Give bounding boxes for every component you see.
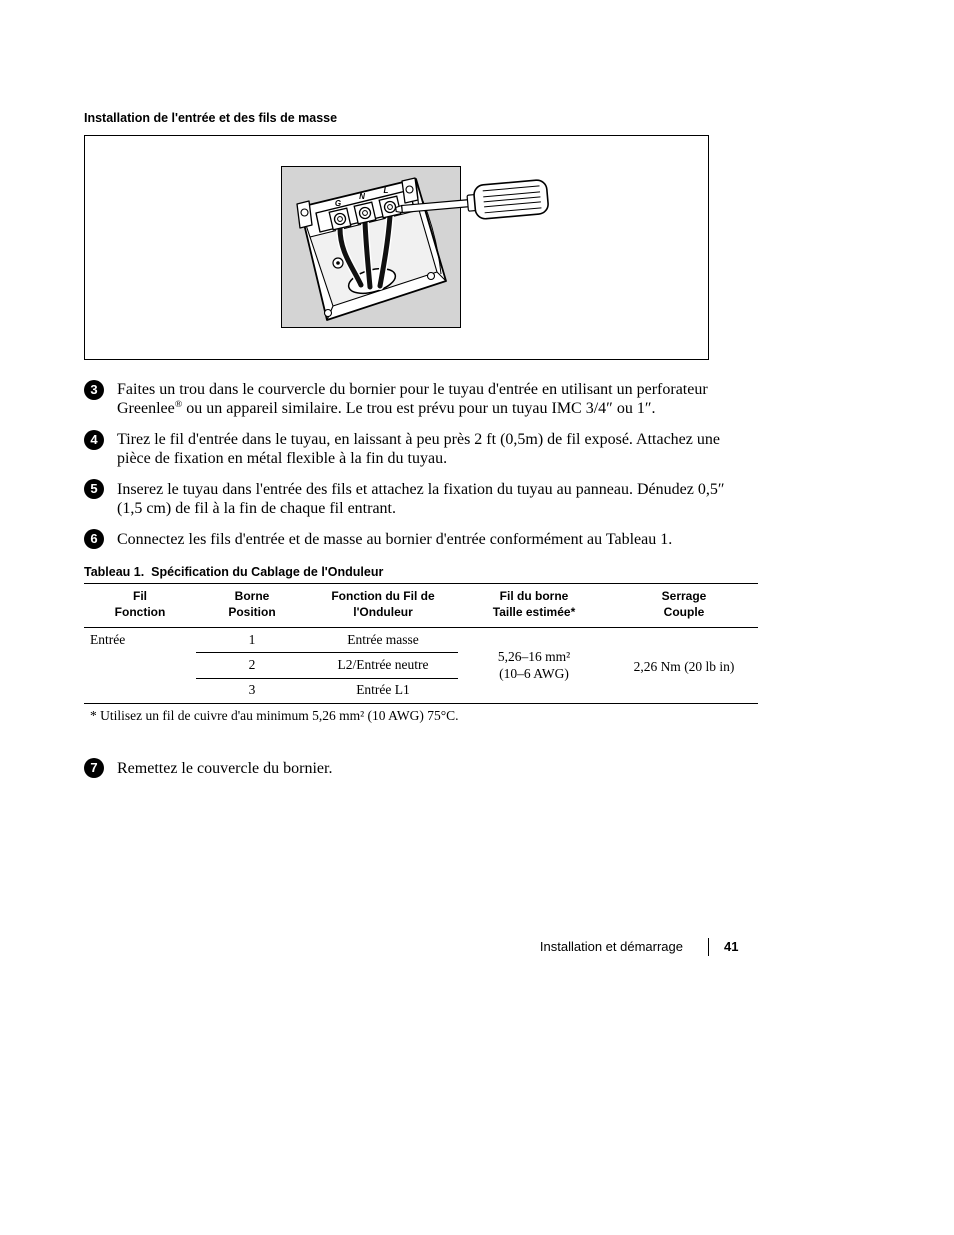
step-7-text xyxy=(117,759,332,778)
step-5-badge: 5 xyxy=(84,479,104,499)
table-header-rule xyxy=(84,627,758,628)
header-line: Position xyxy=(228,605,276,619)
table-header-serrage-couple xyxy=(610,588,758,620)
step-3-brand: Greenlee xyxy=(117,400,175,417)
cell-fonction: Entrée masse xyxy=(347,632,419,647)
table-header-fonction-onduleur xyxy=(308,588,458,620)
header-line: Fil du borne xyxy=(499,589,569,603)
floor-screw-center xyxy=(336,261,340,265)
cell-fil-fonction: Entrée xyxy=(90,632,126,647)
terminal-g xyxy=(329,208,351,230)
step-4-text xyxy=(117,430,720,468)
figure-frame xyxy=(84,135,709,360)
terminal-wiring-illustration xyxy=(85,136,708,359)
step-6-line-1: Connectez les fils d'entrée et de masse au bornier d'entrée conformément au Tableau 1. xyxy=(117,531,673,548)
header-line: Couple xyxy=(663,605,705,619)
table-row-separator xyxy=(196,652,458,653)
table-top-rule xyxy=(84,583,758,584)
figure-caption: Installation de l'entrée et des fils de masse xyxy=(84,111,338,125)
registered-mark: ® xyxy=(174,399,183,411)
step-3-text xyxy=(117,380,708,418)
step-3-line-2-rest: ou un appareil similaire. Le trou est prévu pour un tuyau IMC 3/4″ ou 1″. xyxy=(182,400,656,417)
table-caption: Tableau 1. Spécification du Cablage de l'Onduleur xyxy=(84,565,384,579)
cell-fonction: L2/Entrée neutre xyxy=(337,657,429,672)
table-header-taille xyxy=(458,588,610,620)
cell-position: 2 xyxy=(248,657,256,672)
tab-screw-icon xyxy=(406,186,413,193)
step-6-text xyxy=(117,530,672,549)
taille-metric: 5,26–16 mm² xyxy=(497,649,571,664)
step-4-badge: 4 xyxy=(84,430,104,450)
step-4-line-1: Tirez le fil d'entrée dans le tuyau, en laissant à peu près 2 ft (0,5m) de fil exposé. Attachez une xyxy=(117,431,720,448)
table-bottom-rule xyxy=(84,703,758,704)
cell-position: 3 xyxy=(248,682,256,697)
terminal-n xyxy=(354,202,376,224)
table-row-separator xyxy=(196,678,458,679)
footer-section-title: Installation et démarrage xyxy=(539,939,683,954)
table-header-borne-position xyxy=(196,588,308,620)
cell-serrage-couple: 2,26 Nm (20 lb in) xyxy=(633,659,735,674)
floor-screw-icon xyxy=(325,310,332,317)
table-header-fil-fonction xyxy=(84,588,196,620)
step-5-text xyxy=(117,480,725,518)
header-line: Borne xyxy=(234,589,270,603)
terminal-label-l: L xyxy=(383,186,389,195)
step-7-badge: 7 xyxy=(84,758,104,778)
step-3-line-1: Faites un trou dans le courvercle du bornier pour le tuyau d'entrée en utilisant un perforateur xyxy=(117,381,708,398)
header-line: l'Onduleur xyxy=(353,605,413,619)
floor-screw-icon xyxy=(428,273,435,280)
step-5-line-1: Inserez le tuyau dans l'entrée des fils et attachez la fixation du tuyau au panneau. Dénudez 0,5″ xyxy=(117,481,725,498)
wire-neutral xyxy=(365,222,370,287)
cell-taille-estimee xyxy=(458,648,610,682)
header-line: Fil xyxy=(133,589,147,603)
step-3-badge: 3 xyxy=(84,380,104,400)
header-line: Fonction du Fil de xyxy=(331,589,435,603)
page-number: 41 xyxy=(724,939,739,954)
cell-fonction: Entrée L1 xyxy=(356,682,410,697)
header-line: Serrage xyxy=(661,589,707,603)
step-5-line-2: (1,5 cm) de fil à la fin de chaque fil entrant. xyxy=(117,500,396,517)
step-3-line-2 xyxy=(117,399,708,418)
step-7-line-1: Remettez le couvercle du bornier. xyxy=(117,760,333,777)
step-6-badge: 6 xyxy=(84,529,104,549)
tab-screw-icon xyxy=(301,209,308,216)
terminal-label-n: N xyxy=(359,192,365,201)
table-footnote: * Utilisez un fil de cuivre d'au minimum 5,26 mm² (10 AWG) 75°C. xyxy=(90,708,459,723)
cell-position: 1 xyxy=(248,632,256,647)
terminal-label-g: G xyxy=(334,199,342,208)
header-line: Taille estimée* xyxy=(492,605,576,619)
header-line: Fonction xyxy=(114,605,166,619)
step-4-line-2: pièce de fixation en métal flexible à la fin du tuyau. xyxy=(117,450,448,467)
footer-divider xyxy=(708,938,709,956)
taille-awg: (10–6 AWG) xyxy=(499,666,569,681)
